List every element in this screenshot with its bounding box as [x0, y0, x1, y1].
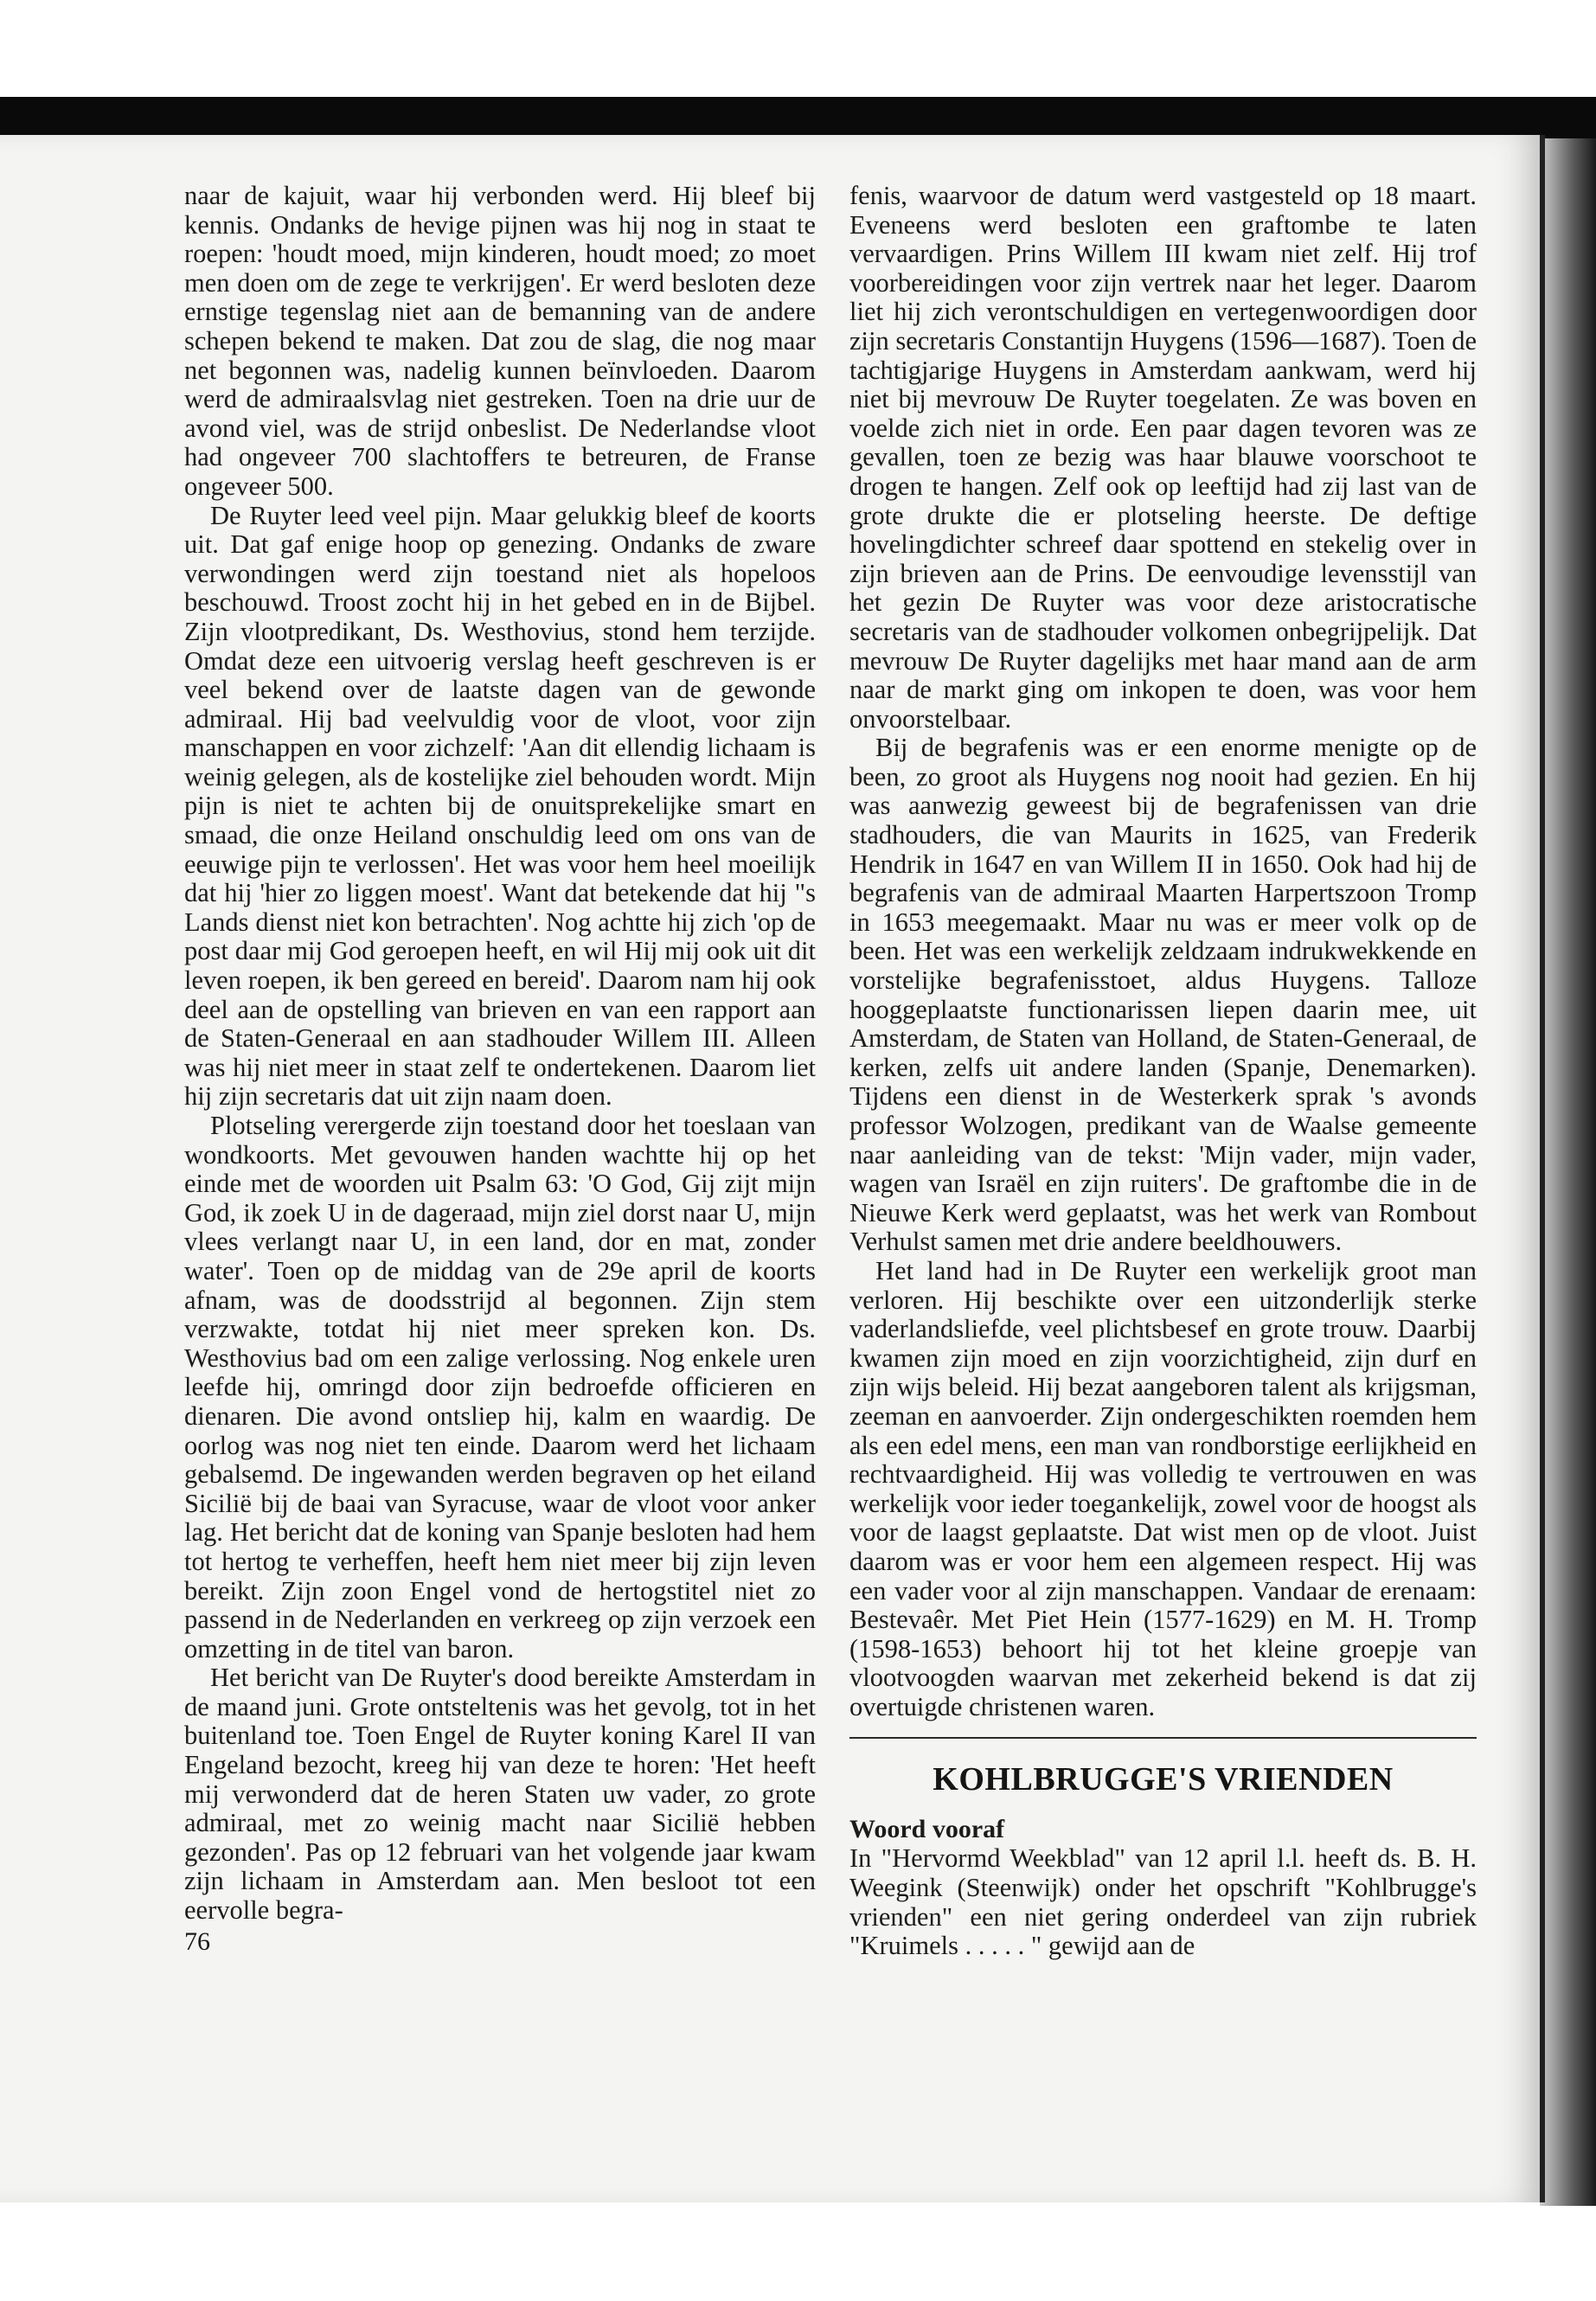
section-subheading: Woord vooraf — [849, 1815, 1005, 1844]
section-heading: KOHLBRUGGE'S VRIENDEN — [933, 1761, 1394, 1798]
scan-top-border — [0, 97, 1596, 138]
left-paragraph-3: Plotseling verergerde zijn toestand door het toeslaan van wondkoorts. Met gevouwen handen wachtte hij op het einde met de woorden uit Psalm 63: 'O God, Gij zijt mijn God, ik zoek U in de dageraad, mijn ziel dorst naar U, mijn vlees verlangt naar U, in een land, dor en mat, zonder water'. Toen op de middag van de 29e april de koorts afnam, was de doodsstrijd al begonnen. Zijn stem verzwakte, totdat hij niet meer spreken kon. Ds. Westhovius bad om een zalige verlossing. Nog enkele uren leefde hij, omringd door zijn bedroefde officieren en dienaren. Die avond ontsliep hij, kalm en waardig. De oorlog was nog niet ten einde. Daarom werd het lichaam gebalsemd. De ingewanden werden begraven op het eiland Sicilië bij de baai van Syracuse, waar de vloot voor anker lag. Het bericht dat de koning van Spanje besloten had hem tot hertog te verheffen, heeft hem niet meer bij zijn leven bereikt. Zijn zoon Engel vond de hertogstitel niet zo passend in de Nederlanden en verkreeg op zijn verzoek een omzetting in de titel van baron. — [184, 1111, 816, 1663]
left-paragraph-2: De Ruyter leed veel pijn. Maar gelukkig bleef de koorts uit. Dat gaf enige hoop op genezing. Ondanks de zware verwondingen werd zijn toestand niet als hopeloos beschouwd. Troost zocht hij in het gebed en in de Bijbel. Zijn vlootpredikant, Ds. Westhovius, stond hem terzijde. Omdat deze een uitvoerig verslag heeft geschreven is er veel bekend over de laatste dagen van de gewonde admiraal. Hij bad veelvuldig voor de vloot, voor zijn manschappen en voor zichzelf: 'Aan dit ellendig lichaam is weinig gelegen, als de kostelijke ziel behouden wordt. Mijn pijn is niet te achten bij de onuitsprekelijke smart en smaad, die onze Heiland onschuldig leed om ons van de eeuwige pijn te verlossen'. Het was voor hem heel moeilijk dat hij 'hier zo liggen moest'. Want dat betekende dat hij "s Lands dienst niet kon betrachten'. Nog achtte hij zich 'op de post daar mij God geroepen heeft, en wil Hij mij ook uit dit leven roepen, ik ben gereed en bereid'. Daarom nam hij ook deel aan de opstelling van brieven en van een rapport aan de Staten-Generaal en aan stadhouder Willem III. Alleen was hij niet meer in staat zelf te ondertekenen. Daarom liet hij zijn secretaris dat uit zijn naam doen. — [184, 500, 816, 1112]
left-paragraph-4: Het bericht van De Ruyter's dood bereikte Amsterdam in de maand juni. Grote ontsteltenis was het gevolg, tot in het buitenland toe. Toen Engel de Ruyter koning Karel II van Engeland bezocht, kreeg hij van deze te horen: 'Het heeft mij verwonderd dat de heren Staten uw vader, zo grote admiraal, met zo weinig macht naar Sicilië hebben gezonden'. Pas op 12 februari van het volgende jaar kwam zijn lichaam in Amsterdam aan. Men besloot tot een eervolle begra- — [184, 1663, 816, 1926]
page-edge-shadow — [1540, 138, 1596, 2206]
left-column — [184, 182, 816, 1956]
right-paragraph-3: Het land had in De Ruyter een werkelijk groot man verloren. Hij beschikte over een uitzonderlijk sterke vaderlandsliefde, veel plichtsbesef en grote trouw. Daarbij kwamen zijn moed en zijn voorzichtigheid, zijn durf en zijn wijs beleid. Hij bezat aangeboren talent als krijgsman, zeeman en aanvoerder. Zijn ondergeschikten roemden hem als een edel mens, een man van rondborstige eerlijkheid en rechtvaardigheid. Hij was volledig te vertrouwen en was werkelijk voor ieder toegankelijk, zowel voor de hoogst als voor de laagst geplaatste. Dat wist men op de vloot. Juist daarom was er voor hem een algemeen respect. Hij was een vader voor al zijn manschappen. Vandaar de erenaam: Bestevaêr. Met Piet Hein (1577-1629) en M. H. Tromp (1598-1653) behoort hij tot het kleine groepje van vlootvoogden waarvan met zekerheid bekend is dat zij overtuigde christenen waren. — [849, 1255, 1477, 1721]
right-paragraph-1: fenis, waarvoor de datum werd vastgesteld op 18 maart. Eveneens werd besloten een graftombe te laten vervaardigen. Prins Willem III kwam niet zelf. Hij trof voorbereidingen voor zijn vertrek naar het leger. Daarom liet hij zich verontschuldigen en vertegenwoordigen door zijn secretaris Constantijn Huygens (1596—1687). Toen de tachtigjarige Huygens in Amsterdam aankwam, werd hij niet bij mevrouw De Ruyter toegelaten. Ze was boven en voelde zich niet in orde. Een paar dagen tevoren was ze gevallen, toen ze bezig was haar blauwe voorschoot te drogen te hangen. Zelf ook op leeftijd had zij last van de grote drukte die er plotseling heerste. De deftige hovelingdichter schreef daar spottend en stekelig over in zijn brieven aan de Prins. De eenvoudige levensstijl van het gezin De Ruyter was voor deze aristocratische secretaris van de stadhouder volkomen onbegrijpelijk. Dat mevrouw De Ruyter dagelijks met haar mand aan de arm naar de markt ging om inkopen te doen, was voor hem onvoorstelbaar. — [849, 181, 1477, 734]
right-paragraph-2: Bij de begrafenis was er een enorme menigte op de been, zo groot als Huygens nog nooit had gezien. En hij was aanwezig geweest bij de begrafenissen van drie stadhouders, die van Maurits in 1625, van Frederik Hendrik in 1647 en van Willem II in 1650. Ook had hij de begrafenis van de admiraal Maarten Harpertszoon Tromp in 1653 meegemaakt. Maar nu was er meer volk op de been. Het was een werkelijk zeldzaam indrukwekkende en vorstelijke begrafenisstoet, aldus Huygens. Talloze hooggeplaatste functionarissen liepen daarin mee, uit Amsterdam, de Staten van Holland, de Staten-Generaal, de kerken, zelfs uit andere landen (Spanje, Denemarken). Tijdens een dienst in de Westerkerk sprak 's avonds professor Wolzogen, predikant van de Waalse gemeente naar aanleiding van de tekst: 'Mijn vader, mijn vader, wagen van Israël en zijn ruiters'. De graftombe die in de Nieuwe Kerk werd geplaatst, was het werk van Rombout Verhulst samen met drie andere beeldhouwers. — [849, 733, 1477, 1257]
left-paragraph-1: naar de kajuit, waar hij verbonden werd. Hij bleef bij kennis. Ondanks de hevige pijnen was hij nog in staat te roepen: 'houdt moed, mijn kinderen, houdt moed; zo moet men doen om de zege te verkrijgen'. Er werd besloten deze ernstige tegenslag niet aan de bemanning van de andere schepen bekend te maken. Dat zou de slag, die nog maar net begonnen was, nadelig kunnen beïnvloeden. Daarom werd de admiraalsvlag niet gestreken. Toen na drie uur de avond viel, was de strijd onbeslist. De Nederlandse vloot had ongeveer 700 slachtoffers te betreuren, de Franse ongeveer 500. — [184, 181, 816, 501]
right-column — [849, 182, 1477, 1961]
page-number: 76 — [184, 1926, 210, 1956]
section-divider — [849, 1737, 1477, 1739]
section-paragraph: In "Hervormd Weekblad" van 12 april l.l. heeft ds. B. H. Weegink (Steenwijk) onder het opschrift "Kohlbrugge's vrienden" een niet gering onderdeel van zijn rubriek "Kruimels . . . . . " gewijd aan de — [849, 1843, 1477, 1961]
